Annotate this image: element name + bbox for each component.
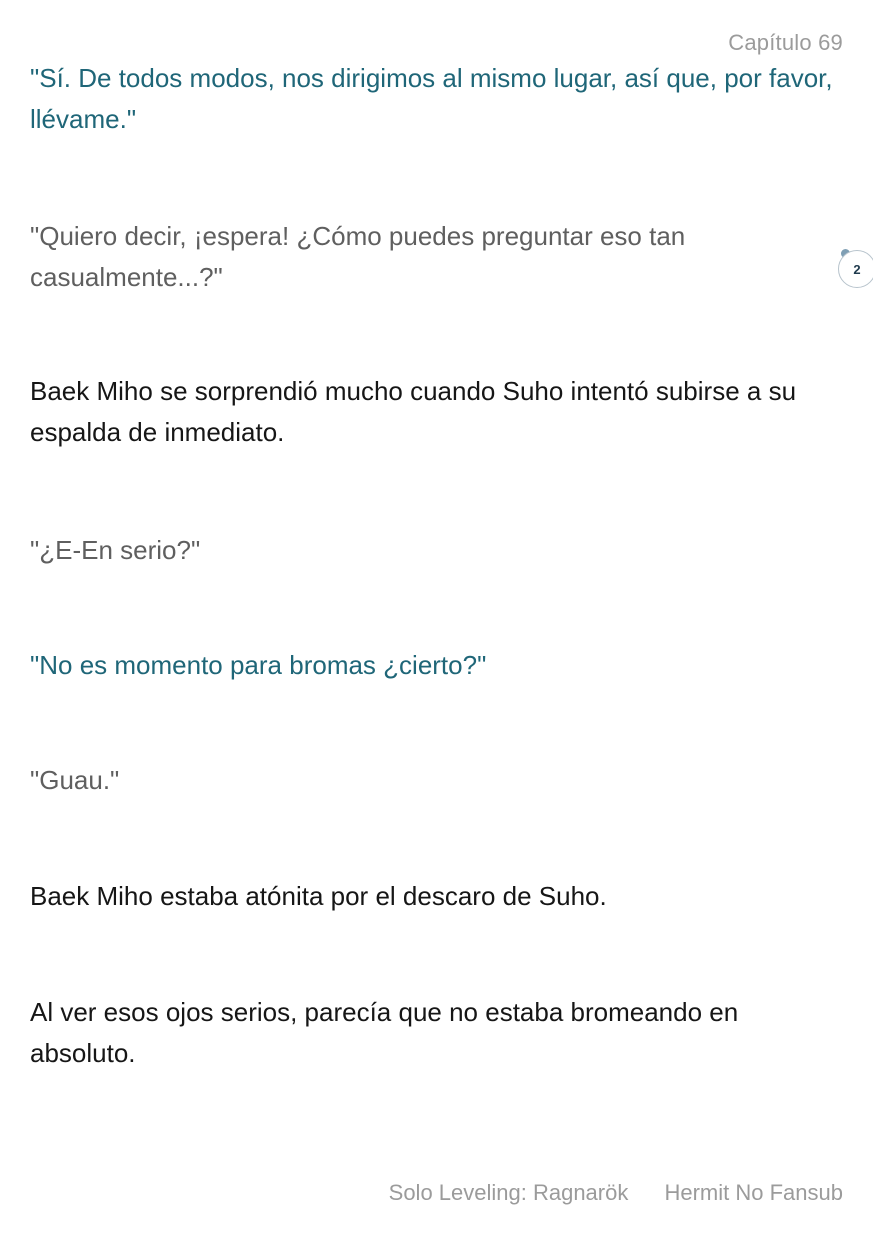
paragraph-dialogue-miho: "Quiero decir, ¡espera! ¿Cómo puedes preguntar eso tan casualmente...?" <box>30 221 686 292</box>
paragraph-narration: Al ver esos ojos serios, parecía que no estaba bromeando en absoluto. <box>30 997 739 1068</box>
chapter-label: Capítulo 69 <box>728 30 843 55</box>
paragraph-dialogue-suho: "No es momento para bromas ¿cierto?" <box>30 650 487 680</box>
paragraph-dialogue-miho: "Guau." <box>30 765 120 795</box>
footer-translator: Hermit No Fansub <box>664 1180 843 1205</box>
paragraph-narration: Baek Miho se sorprendió mucho cuando Suho intentó subirse a su espalda de inmediato. <box>30 376 797 447</box>
page-number-badge[interactable]: 2 <box>838 250 873 288</box>
paragraph-narration: Baek Miho estaba atónita por el descaro de Suho. <box>30 881 607 911</box>
footer <box>389 1180 843 1206</box>
paragraph-dialogue-miho: "¿E-En serio?" <box>30 535 201 565</box>
paragraph-dialogue-suho: "Sí. De todos modos, nos dirigimos al mismo lugar, así que, por favor, llévame." <box>30 63 833 134</box>
footer-book-title: Solo Leveling: Ragnarök <box>388 1180 629 1205</box>
